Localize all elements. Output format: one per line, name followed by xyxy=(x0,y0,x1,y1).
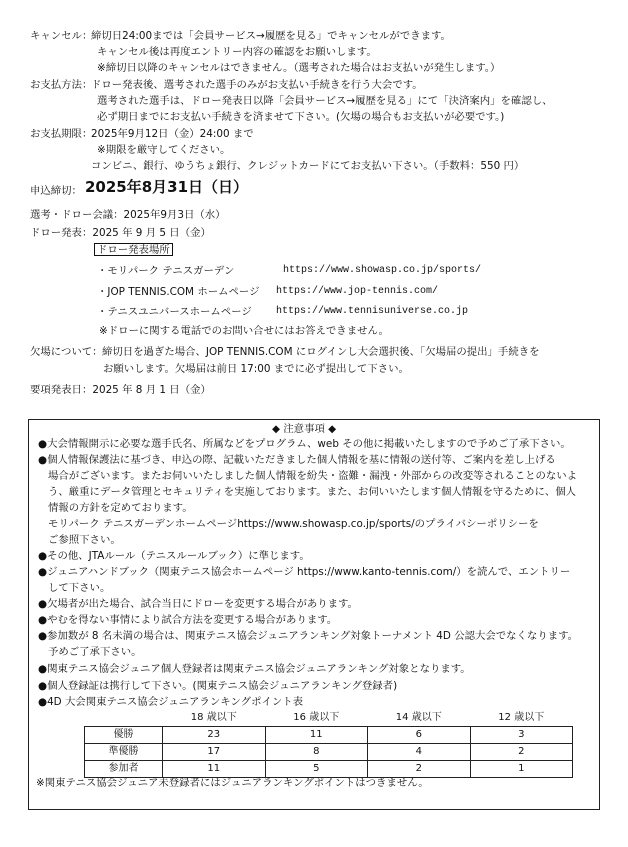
table-cell: 8 xyxy=(265,744,368,761)
note-line-6: モリパーク テニスガーデンホームページhttps://www.showasp.co.jp/sports/のプライバシーポリシーを xyxy=(48,518,539,530)
payment-deadline-line-3: コンビニ、銀行、ゆうちょ銀行、クレジットカードにてお支払い下さい。（手数料：550 円） xyxy=(91,160,525,172)
draw-site-url-3[interactable]: https://www.tennisuniverse.co.jp xyxy=(276,306,469,317)
entry-deadline-label: 申込締切： xyxy=(30,185,82,197)
table-cell: 6 xyxy=(368,727,471,744)
row-label-runner-up: 準優勝 xyxy=(85,744,163,761)
draw-phone-note: ※ドローに関する電話でのお問い合せにはお答えできません。 xyxy=(99,325,389,337)
draw-site-name-3: ・テニスユニバースホームページ xyxy=(97,306,252,318)
note-line-15: ●関東テニス協会ジュニア個人登録者は関東テニス協会ジュニアランキング対象となります。 xyxy=(38,663,471,675)
note-line-4: う、厳重にデータ管理とセキュリティを実施しております。また、お伺いいたします個人情報を守るために、個人 xyxy=(48,486,577,498)
withdrawal-line-1: 締切日を過ぎた場合、JOP TENNIS.COM にログインし大会選択後、「欠場届の提出」手続きを xyxy=(102,346,540,358)
note-line-14: 予めご了承下さい。 xyxy=(48,646,142,658)
note-line-5: 情報の方針を定めております。 xyxy=(48,502,193,514)
cancel-line-1: 締切日24:00までは「会員サービス→履歴を見る」でキャンセルができます。 xyxy=(91,30,451,42)
table-cell: 1 xyxy=(470,761,573,778)
draw-site-name-2: ・JOP TENNIS.COM ホームページ xyxy=(97,286,260,298)
table-header-u14: 14 歳以下 xyxy=(395,712,442,723)
table-header-blank xyxy=(85,710,163,727)
table-cell: 17 xyxy=(163,744,266,761)
table-row xyxy=(85,727,573,744)
payment-method-line-1: ドロー発表後、選考された選手のみがお支払い手続きを行う大会です。 xyxy=(91,79,423,91)
cancel-line-2: キャンセル後は再度エントリー内容の確認をお願いします。 xyxy=(97,46,377,58)
table-header-u12: 12 歳以下 xyxy=(498,712,545,723)
payment-method-line-2: 選考された選手は、ドロー発表日以降「会員サービス→履歴を見る」にて「決済案内」を確認し、 xyxy=(97,95,553,107)
note-line-3: 場合がございます。またお伺いいたしました個人情報を紛失・盗難・漏洩・外部からの改変等されることのないよ xyxy=(48,470,578,482)
table-cell: 11 xyxy=(265,727,368,744)
selection-meeting: 選考・ドロー会議：2025年9月3日（水） xyxy=(30,209,226,221)
table-header-u16: 16 歳以下 xyxy=(293,712,340,723)
payment-deadline-label: お支払期限： xyxy=(30,128,93,140)
row-label-participant: 参加者 xyxy=(85,761,163,778)
draw-site-name-1: ・モリパーク テニスガーデン xyxy=(97,265,235,277)
cancel-label: キャンセル： xyxy=(30,30,93,42)
note-line-11: ●欠場者が出た場合、試合当日にドローを変更する場合があります。 xyxy=(38,598,358,610)
note-line-13: ●参加数が 8 名未満の場合は、関東テニス協会ジュニアランキング対象トーナメント 4D 公認大会でなくなります。 xyxy=(38,630,579,642)
notes-footer: ※関東テニス協会ジュニア未登録者にはジュニアランキングポイントはつきません。 xyxy=(36,777,429,789)
cancel-line-3: ※締切日以降のキャンセルはできません。（選考された場合はお支払いが発生します。） xyxy=(97,62,501,74)
draw-place-title: ドロー発表場所 xyxy=(94,243,173,256)
payment-method-label: お支払方法： xyxy=(30,79,93,91)
draw-site-url-1[interactable]: https://www.showasp.co.jp/sports/ xyxy=(283,265,482,276)
table-header-u18: 18 歳以下 xyxy=(190,712,237,723)
table-cell: 5 xyxy=(265,761,368,778)
payment-method-line-3: 必ず期日までにお支払い手続きを済ませて下さい。(欠場の場合もお支払いが必要です。) xyxy=(97,111,505,123)
table-cell: 23 xyxy=(163,727,266,744)
note-line-7: ご参照下さい。 xyxy=(48,534,121,546)
note-line-12: ●やむを得ない事情により試合方法を変更する場合があります。 xyxy=(38,614,338,626)
note-line-9: ●ジュニアハンドブック（関東テニス協会ホームページ https://www.kanto-tennis.com/）を読んで、エントリー xyxy=(38,566,571,578)
draw-announce-line: ドロー発表：2025 年 9 月 5 日（金） xyxy=(30,227,211,239)
note-line-8: ●その他、JTAルール（テニスルールブック）に準じます。 xyxy=(38,550,310,562)
note-line-10: して下さい。 xyxy=(48,582,111,594)
note-line-16: ●個人登録証は携行して下さい。(関東テニス協会ジュニアランキング登録者) xyxy=(38,680,398,692)
withdrawal-line-2: お願いします。欠場届は前日 17:00 までに必ず提出して下さい。 xyxy=(103,363,409,375)
table-row xyxy=(85,761,573,778)
notes-title: ◆ 注意事項 ◆ xyxy=(272,423,337,435)
ranking-points-table xyxy=(84,710,573,778)
note-line-2: ●個人情報保護法に基づき、申込の際、記載いただきました個人情報を基に情報の送付等、ご案内を差し上げる xyxy=(38,454,556,466)
entry-deadline-date: 2025年8月31日（日） xyxy=(85,178,249,196)
note-line-17: ●4D 大会関東テニス協会ジュニアランキングポイント表 xyxy=(38,696,304,708)
table-cell: 4 xyxy=(368,744,471,761)
table-cell: 2 xyxy=(470,744,573,761)
table-cell: 2 xyxy=(368,761,471,778)
table-cell: 3 xyxy=(470,727,573,744)
payment-deadline-line-1: 2025年9月12日（金）24:00 まで xyxy=(91,128,254,140)
outline-date: 要項発表日：2025 年 8 月 1 日（金） xyxy=(30,384,211,396)
payment-deadline-line-2: ※期限を厳守してください。 xyxy=(97,144,231,156)
table-cell: 11 xyxy=(163,761,266,778)
withdrawal-label: 欠場について： xyxy=(30,346,103,358)
row-label-winner: 優勝 xyxy=(85,727,163,744)
table-row xyxy=(85,744,573,761)
table-header-row xyxy=(85,710,573,727)
note-line-1: ●大会情報開示に必要な選手氏名、所属などをプログラム、web その他に掲載いたしますので予めご了承下さい。 xyxy=(38,438,571,450)
draw-site-url-2[interactable]: https://www.jop-tennis.com/ xyxy=(276,286,439,297)
